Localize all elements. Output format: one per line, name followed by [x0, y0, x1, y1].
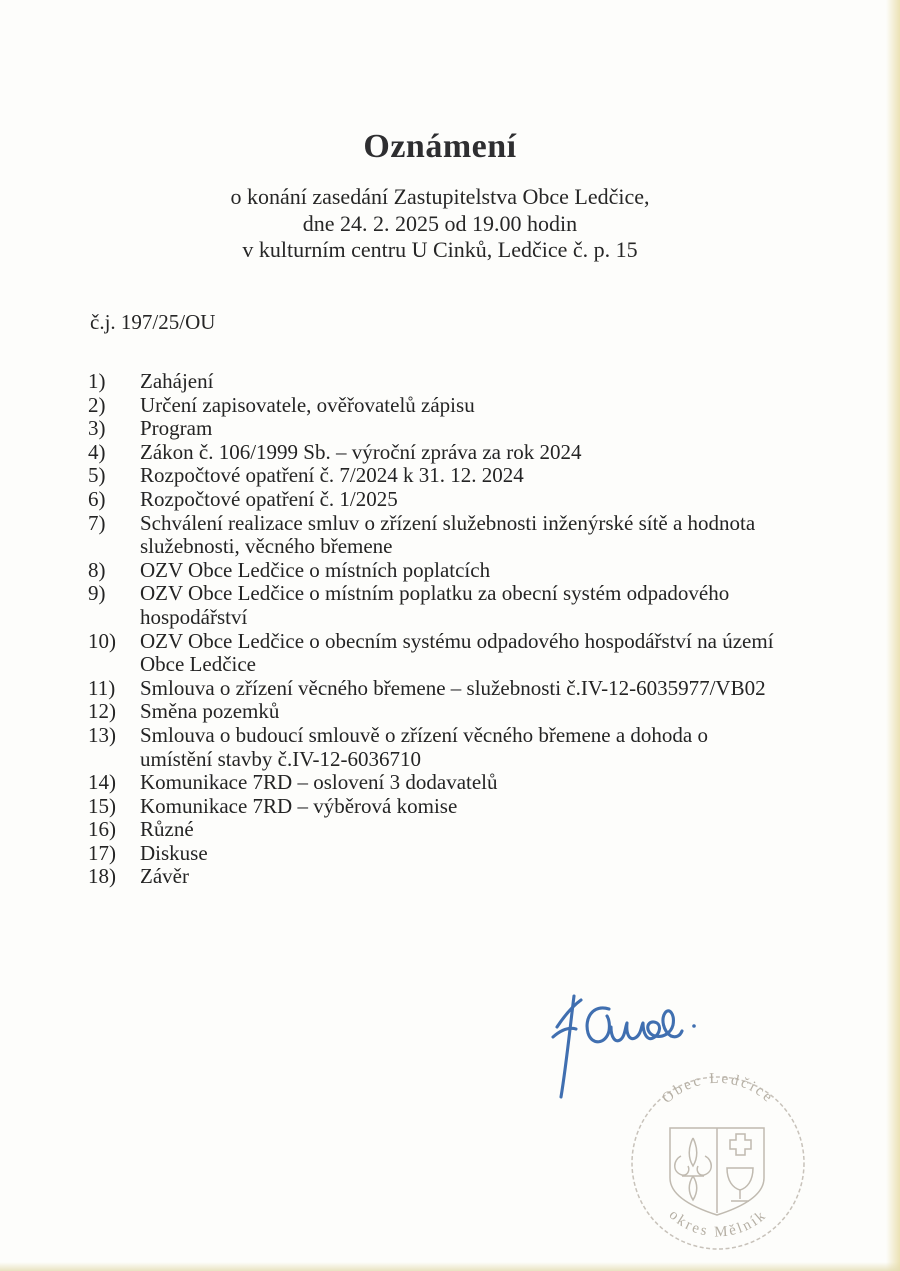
subtitle-line: dne 24. 2. 2025 od 19.00 hodin	[302, 210, 578, 236]
agenda-item-number: 18)	[88, 864, 116, 889]
agenda-item-number: 12)	[88, 699, 116, 724]
agenda-item-number: 17)	[88, 840, 116, 865]
agenda-item	[88, 865, 788, 889]
agenda-item-number: 9)	[88, 581, 106, 606]
agenda-item	[88, 795, 788, 819]
agenda-item-text: Komunikace 7RD – výběrová komise	[140, 793, 458, 818]
agenda-item	[88, 394, 788, 418]
agenda-item-text: Program	[140, 416, 213, 441]
stamp-circle	[632, 1077, 804, 1249]
agenda-item	[88, 582, 788, 629]
scan-edge-right	[886, 0, 900, 1271]
agenda-item	[88, 818, 788, 842]
agenda-item-text: Diskuse	[140, 840, 208, 865]
agenda-item	[88, 464, 788, 488]
agenda-item	[88, 700, 788, 724]
agenda-item-text: Schválení realizace smluv o zřízení služebnosti inženýrské sítě a hodnota služebnosti, věcného břemene	[140, 510, 756, 559]
agenda-item-text: Směna pozemků	[140, 699, 280, 724]
official-stamp	[618, 1066, 818, 1266]
agenda-item-number: 13)	[88, 722, 116, 747]
agenda-item	[88, 370, 788, 394]
agenda-item-text: Určení zapisovatele, ověřovatelů zápisu	[140, 392, 475, 417]
agenda-item-number: 2)	[88, 392, 106, 417]
agenda-item	[88, 512, 788, 559]
subtitle-line: o konání zasedání Zastupitelstva Obce Ledčice,	[230, 184, 650, 209]
agenda-item-number: 6)	[88, 486, 106, 511]
agenda-item-number: 4)	[88, 439, 106, 464]
agenda-item-text: Různé	[140, 817, 194, 842]
agenda-item-text: OZV Obce Ledčice o obecním systému odpadového hospodářství na území Obce Ledčice	[140, 628, 774, 677]
agenda-item-number: 3)	[88, 416, 106, 441]
agenda-item-number: 5)	[88, 463, 106, 488]
agenda-item	[88, 842, 788, 866]
agenda-item-text: OZV Obce Ledčice o místním poplatku za obecní systém odpadového hospodářství	[140, 581, 730, 629]
agenda-item-number: 14)	[88, 770, 116, 795]
stamp-top-text: Obec Ledčice	[659, 1070, 777, 1107]
agenda-item-text: OZV Obce Ledčice o místních poplatcích	[140, 557, 491, 582]
agenda-item-number: 8)	[88, 557, 106, 582]
agenda-item-text: Závěr	[140, 864, 189, 889]
agenda-item-number: 16)	[88, 817, 116, 842]
agenda-item-text: Komunikace 7RD – oslovení 3 dodavatelů	[140, 770, 498, 795]
agenda-item-number: 15)	[88, 793, 116, 818]
reference-number: č.j. 197/25/OU	[90, 310, 216, 334]
subtitle-line: v kulturním centru U Cinků, Ledčice č. p. 15	[242, 237, 638, 262]
stamp-coat-of-arms	[670, 1128, 764, 1215]
agenda-item	[88, 559, 788, 583]
agenda-item-text: Smlouva o budoucí smlouvě o zřízení věcného břemene a dohoda o umístění stavby č.IV-12-6036710	[140, 722, 709, 771]
document-header	[0, 128, 880, 264]
agenda-item-number: 10)	[88, 628, 116, 653]
agenda-item-text: Zahájení	[140, 369, 214, 393]
agenda-item	[88, 724, 788, 771]
document-title: Oznámení	[363, 128, 517, 165]
agenda-item	[88, 771, 788, 795]
agenda-item-text: Smlouva o zřízení věcného břemene – služebnosti č.IV-12-6035977/VB02	[140, 675, 766, 700]
agenda-item-number: 1)	[88, 369, 106, 393]
stamp-bottom-text: okres Mělník	[665, 1206, 771, 1241]
agenda-item-text: Rozpočtové opatření č. 1/2025	[140, 486, 398, 511]
agenda-item	[88, 677, 788, 701]
agenda-item	[88, 441, 788, 465]
agenda-list	[88, 370, 788, 889]
agenda-item-number: 11)	[88, 675, 116, 700]
agenda-item	[88, 488, 788, 512]
agenda-item-text: Rozpočtové opatření č. 7/2024 k 31. 12. 2024	[140, 463, 524, 488]
agenda-item	[88, 630, 788, 677]
agenda-item-number: 7)	[88, 510, 106, 535]
agenda-item	[88, 417, 788, 441]
agenda-item-text: Zákon č. 106/1999 Sb. – výroční zpráva za rok 2024	[140, 439, 582, 464]
